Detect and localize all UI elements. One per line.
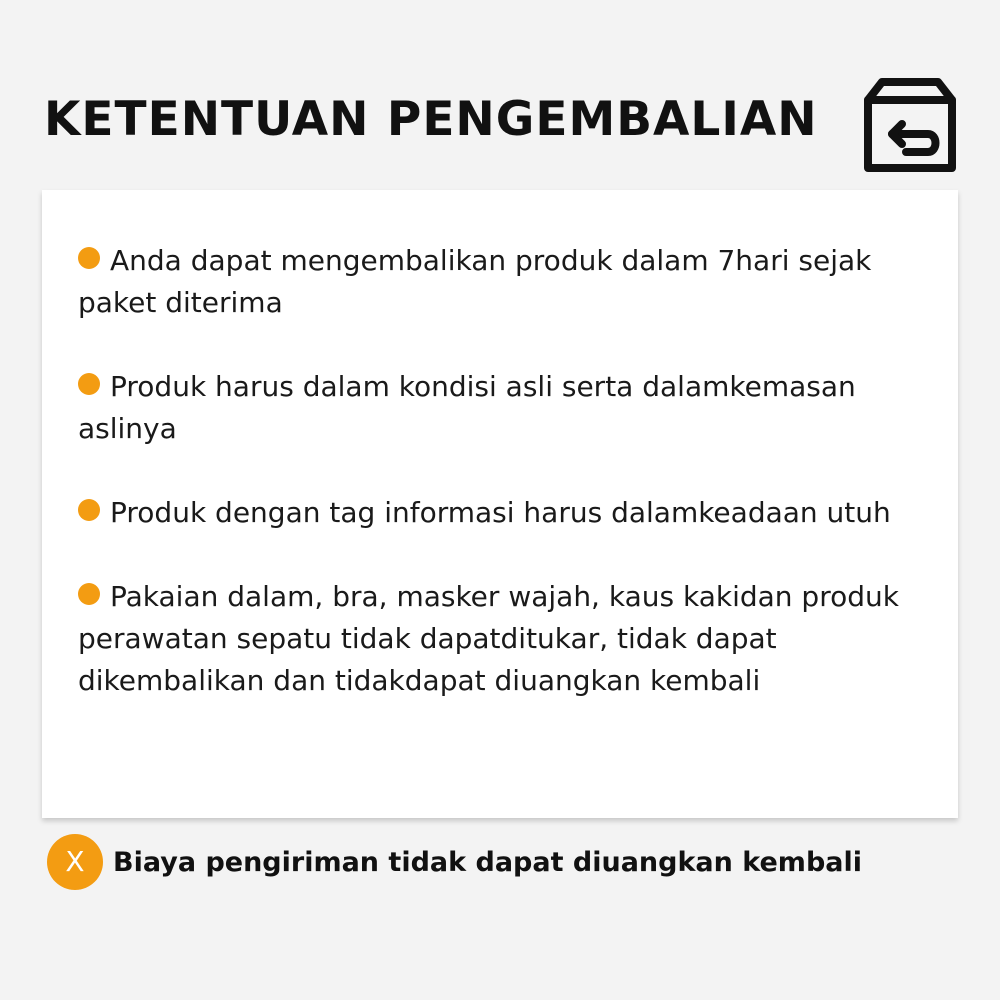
list-item	[78, 576, 940, 702]
shipping-cost-text: Biaya pengiriman tidak dapat diuangkan kembali	[113, 846, 862, 878]
bullet-dot-icon	[78, 247, 100, 269]
page-title: KETENTUAN PENGEMBALIAN	[44, 92, 818, 147]
bullet-dot-icon	[78, 499, 100, 521]
list-item	[78, 366, 940, 450]
bullet-dot-icon	[78, 373, 100, 395]
list-item	[78, 240, 940, 324]
x-icon: X	[47, 834, 103, 890]
return-box-icon	[862, 76, 958, 174]
return-policy-card	[42, 190, 958, 818]
rule-text: Produk dengan tag informasi harus dalamkeadaan utuh	[110, 496, 891, 529]
list-item	[78, 492, 940, 534]
bullet-dot-icon	[78, 583, 100, 605]
rules-list	[78, 240, 940, 744]
shipping-cost-notice	[47, 834, 862, 890]
rule-text: Produk harus dalam kondisi asli serta dalamkemasan aslinya	[78, 370, 856, 445]
rule-text: Anda dapat mengembalikan produk dalam 7hari sejak paket diterima	[78, 244, 872, 319]
rule-text: Pakaian dalam, bra, masker wajah, kaus kakidan produk perawatan sepatu tidak dapatditukar, tidak dapat dikembalikan dan tidakdapat diuangkan kembali	[78, 580, 899, 697]
